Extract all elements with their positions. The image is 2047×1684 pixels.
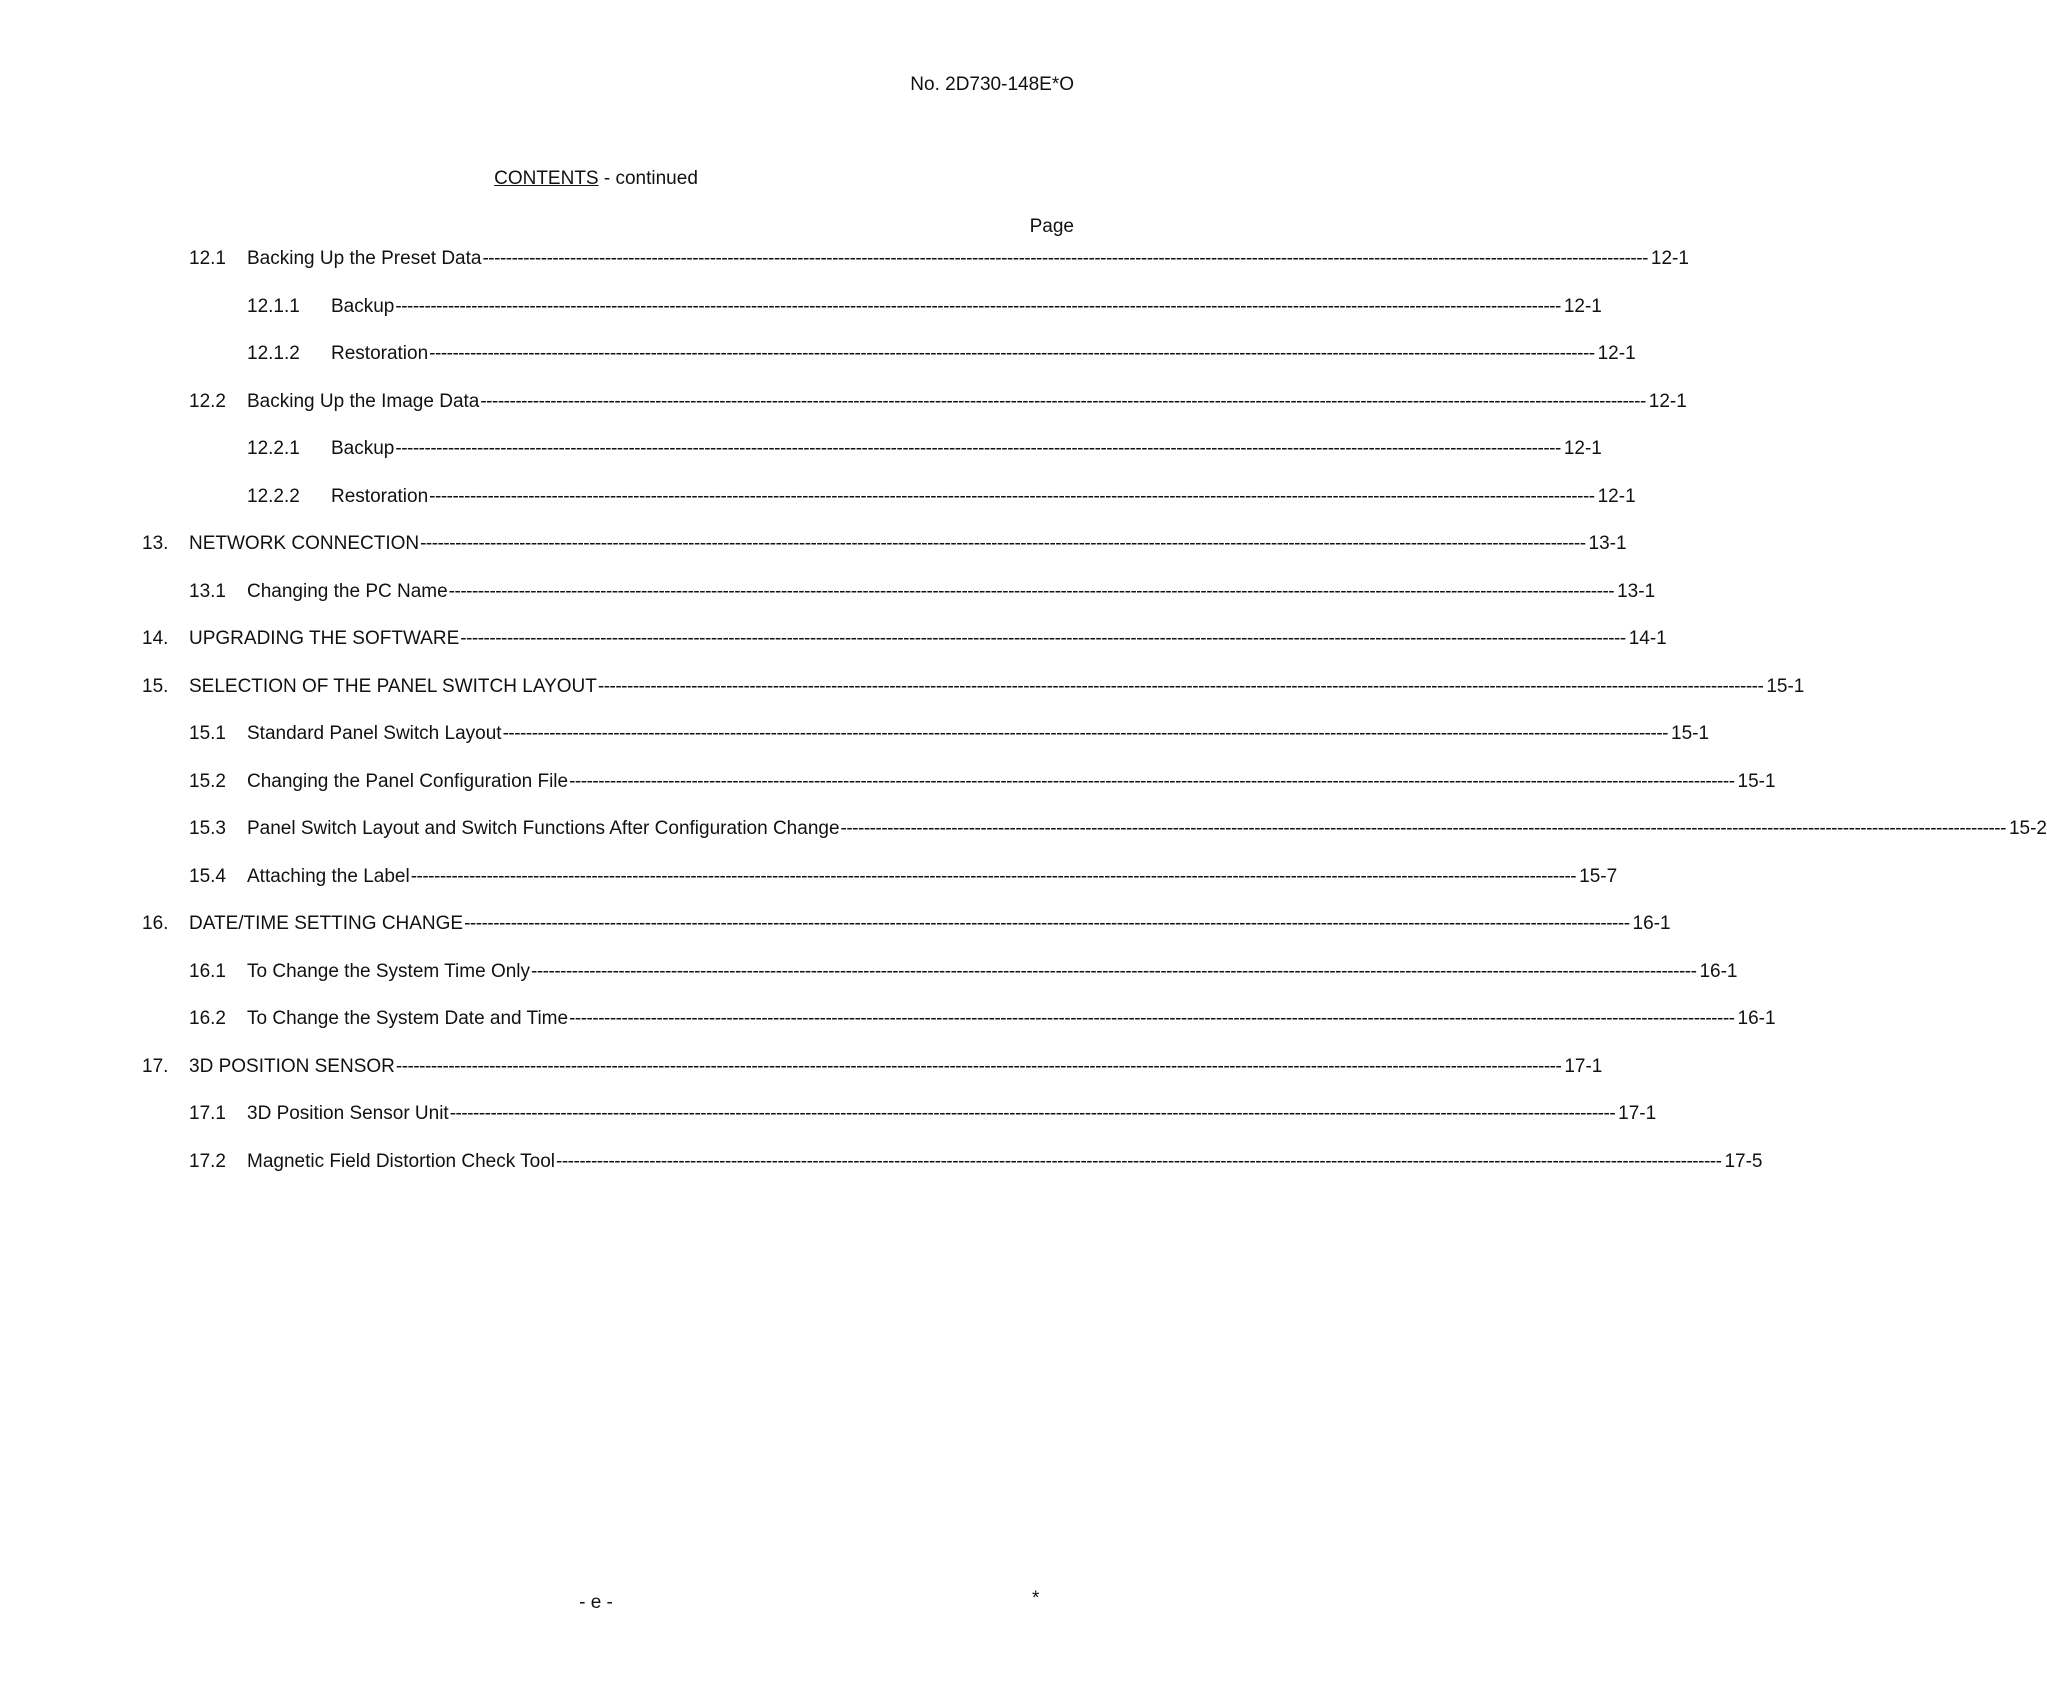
- toc-entry-number: 12.1.2: [247, 343, 300, 364]
- toc-entry-title: Backup: [331, 438, 395, 459]
- toc-leader-dashes: --------------------------------------------------------------------------------------------------------------------------------------------------------------------------------------------------------: [395, 295, 1561, 317]
- toc-entry-page: 15-1: [1766, 675, 1805, 697]
- toc-entry-title: NETWORK CONNECTION: [189, 533, 420, 554]
- toc-entry-number: 12.2.1: [247, 438, 300, 459]
- toc-entry-title: 3D Position Sensor Unit: [247, 1103, 449, 1124]
- toc-entry-title: Backing Up the Image Data: [247, 390, 480, 412]
- toc-entry-page: 15-2: [2008, 818, 2047, 839]
- toc-entry-page: 12-1: [1650, 248, 1689, 269]
- toc-entry-number: 14.: [142, 628, 169, 649]
- toc-entry: [142, 723, 1710, 771]
- toc-entry: [142, 248, 1689, 296]
- toc-entry-title: UPGRADING THE SOFTWARE: [189, 628, 460, 649]
- toc-entry: [142, 485, 1636, 534]
- toc-leader-dashes: --------------------------------------------------------------------------------------------------------------------------------------------------------------------------------------------------------: [395, 1055, 1562, 1077]
- toc-entry-title: Restoration: [331, 343, 429, 364]
- toc-entry-page: 13-1: [1617, 580, 1656, 602]
- toc-entry: [142, 1150, 1763, 1199]
- toc-entry-number: 16.1: [189, 960, 226, 982]
- toc-entry-page: 15-1: [1737, 770, 1776, 792]
- toc-entry-number: 16.: [142, 913, 169, 934]
- toc-leader-dashes: --------------------------------------------------------------------------------------------------------------------------------------------------------------------------------------------------------: [464, 913, 1630, 934]
- toc-entry-page: 15-1: [1671, 723, 1710, 744]
- toc-entry-number: 17.: [142, 1055, 169, 1077]
- contents-suffix: - continued: [598, 168, 698, 189]
- toc-entry-page: 12-1: [1648, 390, 1687, 412]
- toc-entry-number: 17.1: [189, 1103, 226, 1124]
- toc-entry-title: DATE/TIME SETTING CHANGE: [189, 913, 464, 934]
- toc-entry: [142, 343, 1636, 391]
- toc-entry-page: 17-1: [1564, 1055, 1603, 1077]
- toc-entry-title: Backup: [331, 295, 395, 317]
- toc-entry-title: Restoration: [331, 485, 429, 507]
- toc-entry-title: To Change the System Date and Time: [247, 1008, 569, 1029]
- toc-entry-title: To Change the System Time Only: [247, 960, 531, 982]
- table-of-contents: [142, 248, 2047, 1198]
- toc-entry-number: 15.3: [189, 818, 226, 839]
- toc-entry-number: 15.: [142, 675, 169, 697]
- toc-entry-page: 16-1: [1737, 1008, 1776, 1029]
- toc-entry: [142, 770, 1776, 819]
- toc-leader-dashes: --------------------------------------------------------------------------------------------------------------------------------------------------------------------------------------------------------: [840, 818, 2006, 839]
- toc-entry-title: Changing the PC Name: [247, 580, 448, 602]
- toc-entry-page: 13-1: [1588, 533, 1627, 554]
- toc-leader-dashes: --------------------------------------------------------------------------------------------------------------------------------------------------------------------------------------------------------: [449, 1103, 1616, 1124]
- page-number: - e -: [579, 1592, 613, 1613]
- toc-entry-title: Magnetic Field Distortion Check Tool: [247, 1150, 556, 1172]
- toc-entry: [142, 675, 1805, 724]
- toc-leader-dashes: --------------------------------------------------------------------------------------------------------------------------------------------------------------------------------------------------------: [460, 628, 1626, 649]
- toc-entry-number: 12.2: [189, 390, 226, 412]
- page-title: [0, 168, 1192, 190]
- toc-leader-dashes: --------------------------------------------------------------------------------------------------------------------------------------------------------------------------------------------------------: [569, 1008, 1735, 1029]
- toc-entry: [142, 1055, 1603, 1104]
- toc-leader-dashes: --------------------------------------------------------------------------------------------------------------------------------------------------------------------------------------------------------: [429, 485, 1595, 507]
- toc-entry-number: 15.2: [189, 770, 226, 792]
- toc-leader-dashes: --------------------------------------------------------------------------------------------------------------------------------------------------------------------------------------------------------: [410, 865, 1577, 887]
- contents-heading: CONTENTS: [494, 168, 599, 189]
- toc-entry: [142, 628, 1667, 676]
- toc-leader-dashes: --------------------------------------------------------------------------------------------------------------------------------------------------------------------------------------------------------: [480, 390, 1646, 412]
- toc-entry-page: 17-5: [1724, 1150, 1763, 1172]
- toc-entry-title: Changing the Panel Configuration File: [247, 770, 569, 792]
- toc-entry: [142, 295, 1602, 344]
- toc-leader-dashes: --------------------------------------------------------------------------------------------------------------------------------------------------------------------------------------------------------: [482, 248, 1648, 269]
- toc-entry: [142, 390, 1687, 439]
- toc-entry-page: 12-1: [1597, 485, 1636, 507]
- toc-entry-number: 12.2.2: [247, 485, 300, 507]
- toc-leader-dashes: --------------------------------------------------------------------------------------------------------------------------------------------------------------------------------------------------------: [420, 533, 1586, 554]
- toc-entry: [142, 580, 1656, 629]
- toc-leader-dashes: --------------------------------------------------------------------------------------------------------------------------------------------------------------------------------------------------------: [448, 580, 1615, 602]
- page-column-label: Page: [1029, 216, 1074, 237]
- toc-entry-page: 17-1: [1618, 1103, 1657, 1124]
- toc-entry-title: Attaching the Label: [247, 865, 410, 887]
- toc-leader-dashes: --------------------------------------------------------------------------------------------------------------------------------------------------------------------------------------------------------: [556, 1150, 1722, 1172]
- toc-entry-number: 15.1: [189, 723, 226, 744]
- toc-entry: [142, 913, 1671, 961]
- toc-entry: [142, 438, 1602, 486]
- document-number: No. 2D730-148E*O: [910, 74, 1074, 95]
- toc-entry-title: 3D POSITION SENSOR: [189, 1055, 395, 1077]
- toc-entry-number: 15.4: [189, 865, 226, 887]
- toc-entry-title: SELECTION OF THE PANEL SWITCH LAYOUT: [189, 675, 597, 697]
- toc-entry-number: 17.2: [189, 1150, 226, 1172]
- toc-entry: [142, 1103, 1657, 1151]
- toc-entry: [142, 818, 2047, 866]
- toc-entry-number: 12.1.1: [247, 295, 300, 317]
- toc-entry-page: 16-1: [1699, 960, 1738, 982]
- toc-leader-dashes: --------------------------------------------------------------------------------------------------------------------------------------------------------------------------------------------------------: [569, 770, 1735, 792]
- toc-leader-dashes: --------------------------------------------------------------------------------------------------------------------------------------------------------------------------------------------------------: [429, 343, 1595, 364]
- toc-entry: [142, 533, 1627, 581]
- revision-mark: *: [1032, 1588, 1040, 1609]
- toc-entry-page: 12-1: [1597, 343, 1636, 364]
- toc-entry: [142, 1008, 1776, 1056]
- toc-entry-page: 15-7: [1579, 865, 1618, 887]
- toc-leader-dashes: --------------------------------------------------------------------------------------------------------------------------------------------------------------------------------------------------------: [531, 960, 1697, 982]
- toc-entry-page: 12-1: [1563, 438, 1602, 459]
- toc-entry-page: 12-1: [1563, 295, 1602, 317]
- toc-entry: [142, 960, 1738, 1009]
- toc-entry: [142, 865, 1618, 914]
- toc-entry-number: 13.: [142, 533, 169, 554]
- toc-entry-number: 12.1: [189, 248, 226, 269]
- toc-entry-title: Panel Switch Layout and Switch Functions After Configuration Change: [247, 818, 840, 839]
- toc-entry-number: 16.2: [189, 1008, 226, 1029]
- toc-entry-title: Backing Up the Preset Data: [247, 248, 482, 269]
- toc-leader-dashes: --------------------------------------------------------------------------------------------------------------------------------------------------------------------------------------------------------: [395, 438, 1561, 459]
- toc-entry-title: Standard Panel Switch Layout: [247, 723, 502, 744]
- toc-entry-page: 16-1: [1632, 913, 1671, 934]
- toc-entry-page: 14-1: [1628, 628, 1667, 649]
- toc-leader-dashes: --------------------------------------------------------------------------------------------------------------------------------------------------------------------------------------------------------: [597, 675, 1764, 697]
- toc-entry-number: 13.1: [189, 580, 226, 602]
- toc-leader-dashes: --------------------------------------------------------------------------------------------------------------------------------------------------------------------------------------------------------: [502, 723, 1668, 744]
